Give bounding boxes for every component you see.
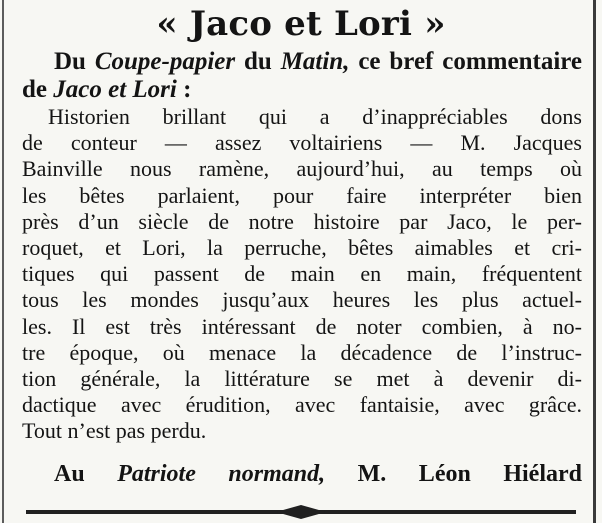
intro-text-1: Du — [54, 48, 95, 75]
article-title: « Jaco et Lori » — [156, 4, 446, 44]
article-body — [22, 104, 582, 444]
body-line: dactique avec érudition, avec fantaisie, avec grâce. — [22, 392, 582, 418]
column-rule-right — [593, 0, 596, 523]
body-line: près d’un siècle de notre histoire par Jaco, le per- — [22, 208, 582, 234]
intro-newspaper: Matin, — [280, 48, 350, 75]
body-line: Bainville nous ramène, aujourd’hui, au temps où — [22, 156, 582, 182]
body-line: Tout n’est pas perdu. — [22, 418, 207, 444]
body-line: les. Il est très intéressant de noter combien, à no- — [22, 313, 582, 339]
body-line: Historien brillant qui a d’inappréciables dons — [48, 104, 582, 129]
body-line: les bêtes parlaient, pour faire interpréter bien — [22, 182, 582, 208]
closing-author: M. Léon Hiélard — [325, 461, 583, 487]
body-line: roquet, et Lori, la perruche, bêtes aimables et cri- — [22, 234, 582, 260]
intro-source-title: Coupe-papier — [94, 48, 236, 75]
body-line: tiques qui passent de main en main, fréquentent — [22, 261, 582, 287]
body-line: tion générale, la littérature se met à devenir di- — [22, 365, 582, 391]
body-line: de conteur — assez voltairiens — M. Jacques — [22, 130, 582, 156]
body-line: tre époque, où menace la décadence de l’instruc- — [22, 339, 582, 365]
body-line: tous les mondes jusqu’aux heures les plus actuel- — [22, 287, 582, 313]
article-closing — [22, 460, 582, 488]
intro-text-2: du — [235, 48, 281, 75]
closing-prefix: Au — [54, 461, 118, 487]
column-rule-left — [2, 0, 4, 523]
article-intro — [22, 48, 582, 104]
intro-book-title: Jaco et Lori — [53, 76, 177, 103]
intro-text-3: ce bref commentaire de — [22, 48, 583, 103]
ornamental-separator — [26, 503, 576, 521]
intro-text-4: : — [176, 76, 192, 103]
closing-newspaper: Patriote normand, — [117, 461, 326, 487]
